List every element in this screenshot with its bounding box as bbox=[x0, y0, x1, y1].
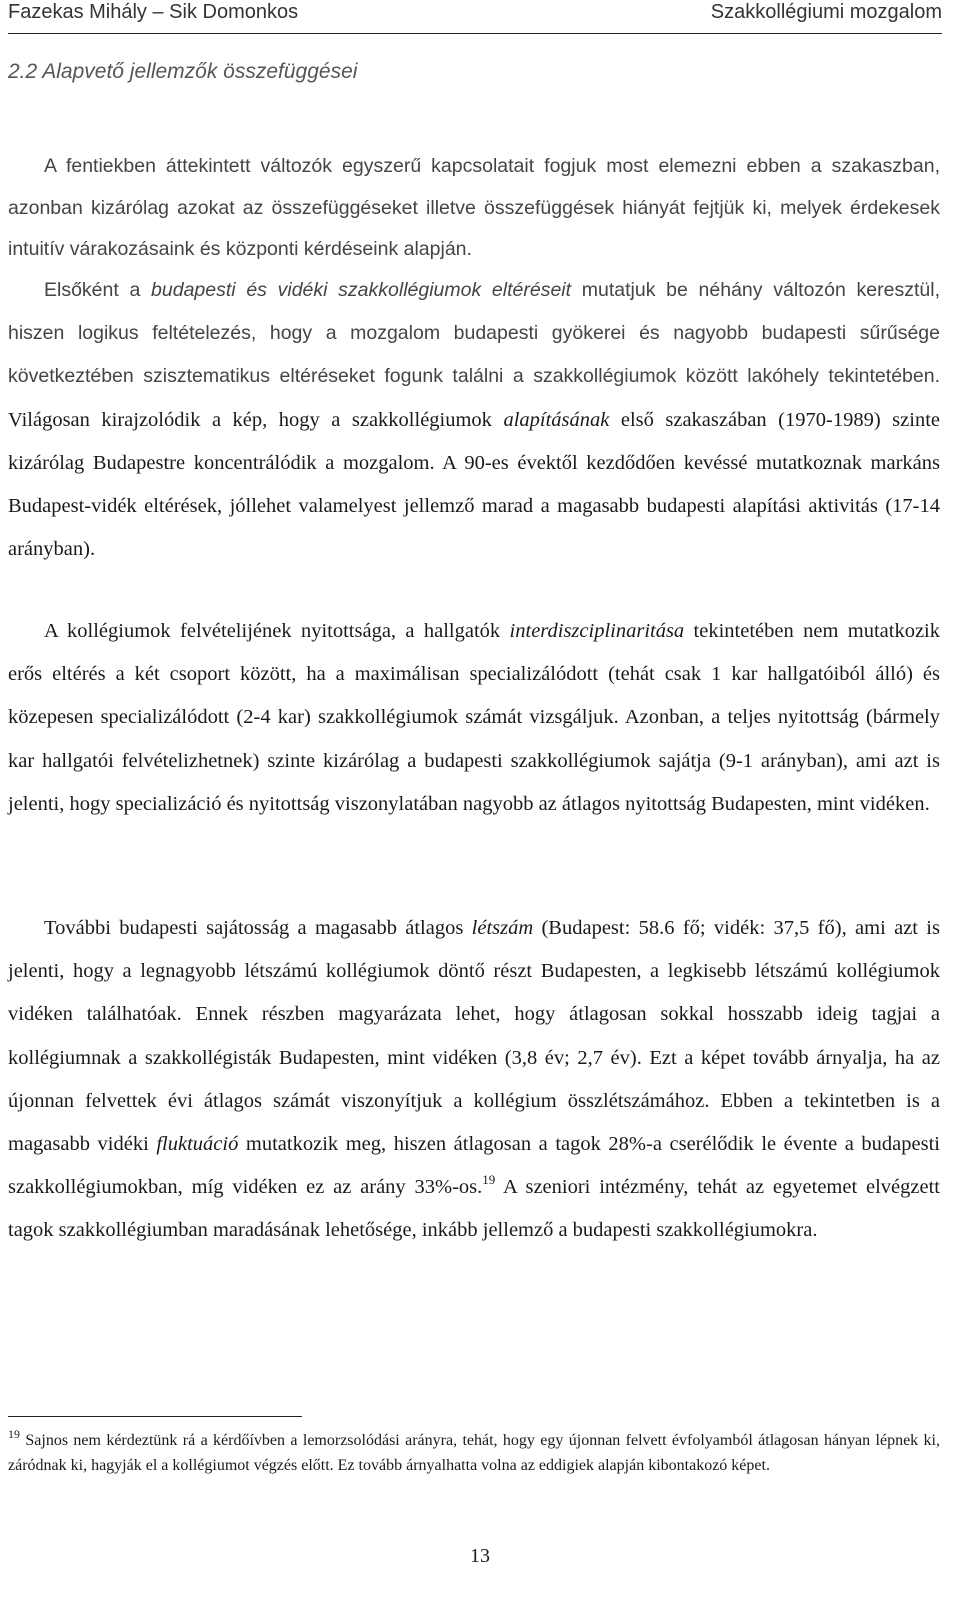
paragraph-text: (Budapest: 58.6 fő; vidék: 37,5 fő), ami azt is jelenti, hogy a legnagyobb létszámú kollégiumok döntő részt Budapesten, a legkisebb létszámú kollégiumok vidéken találhatóak. Ennek részben magyarázata lehet, hogy átlagosan sokkal hosszabb ideig tagjai a kollégiumnak a szakkollégisták Budapesten, mint vidéken (3,8 év; 2,7 év). Ezt a képet tovább árnyalja, ha az újonnan felvettek évi átlagos számát viszonyítjuk a kollégium összlétszámához. Ebben a tekintetben is a magasabb vidéki bbox=[8, 917, 940, 1156]
footnote-text: Sajnos nem kérdeztünk rá a kérdőívben a lemorzsolódási arányra, tehát, hogy egy újonnan felvett évfolyamból átlagosan hányan lépnek ki, záródnak ki, hagyják el a kollégiumot végzés előtt. Ez tovább árnyalhatta volna az eddigiek alapján kibontakozó képet. bbox=[8, 1432, 940, 1474]
header-title: Szakkollégiumi mozgalom bbox=[710, 1, 942, 23]
paragraph-intro: A fentiekben áttekintett változók egyszerű kapcsolatait fogjuk most elemezni ebben a szakaszban, azonban kizárólag azokat az összefüggéseket illetve összefüggések hiányát fejtjük ki, melyek érdekesek intuitív várakozásaink és központi kérdéseink alapján. bbox=[8, 155, 940, 260]
footnote-divider bbox=[8, 1416, 302, 1417]
section-title: 2.2 Alapvető jellemzők összefüggései bbox=[8, 60, 358, 83]
paragraph-text: első szakaszában (1970-1989) szinte kizárólag Budapestre koncentrálódik a mozgalom. A 90-es évektől kezdődően kevéssé mutatkoznak markáns Budapest-vidék eltérések, jóllehet valamelyest jellemző marad a magasabb budapesti alapítási aktivitás (17-14 arányban). bbox=[8, 408, 940, 561]
paragraph-emphasis: létszám bbox=[471, 917, 534, 939]
paragraph-text: További budapesti sajátosság a magasabb átlagos bbox=[44, 917, 472, 939]
paragraph-size bbox=[8, 907, 940, 1253]
paragraph-emphasis: budapesti és vidéki szakkollégiumok eltéréseit bbox=[151, 279, 572, 301]
page-header bbox=[8, 0, 942, 34]
paragraph-text: tekintetében nem mutatkozik erős eltérés a két csoport között, ha a maximálisan specializálódott (tehát csak 1 kar hallgatóiból álló) és közepesen specializálódott (2-4 kar) szakkollégiumok számát vizsgáljuk. Azonban, a teljes nyitottság (bármely kar hallgatói felvételizhetnek) szinte kizárólag a budapesti szakkollégiumok sajátja (9-1 arányban), ami azt is jelenti, hogy specializáció és nyitottság viszonylatában nagyobb az átlagos nyitottság Budapesten, mint vidéken. bbox=[8, 620, 940, 815]
paragraph-budapest-vs-rural bbox=[8, 269, 940, 571]
paragraph-emphasis: interdiszciplinaritása bbox=[509, 620, 685, 642]
paragraph-openness bbox=[8, 610, 940, 826]
paragraph-text: A szeniori intézmény, tehát az egyetemet elvégzett tagok szakkollégiumban maradásának lehetősége, inkább jellemző a budapesti szakkollégiumokra. bbox=[8, 1176, 940, 1242]
paragraph-emphasis: alapításának bbox=[503, 408, 610, 431]
paragraph-text: Világosan kirajzolódik a kép, hogy a szakkollégiumok bbox=[8, 408, 504, 431]
footnote-reference[interactable]: 19 bbox=[482, 1172, 496, 1188]
paragraph-emphasis: fluktuáció bbox=[156, 1133, 239, 1156]
paragraph-text: A kollégiumok felvételijének nyitottsága, a hallgatók bbox=[44, 620, 510, 642]
footnote-mark: 19 bbox=[8, 1427, 20, 1441]
header-authors: Fazekas Mihály – Sik Domonkos bbox=[8, 1, 299, 23]
paragraph-text: Elsőként a bbox=[44, 279, 152, 301]
paragraph-text: mutatkozik meg, hiszen átlagosan a tagok 28%-a cserélődik le évente a budapesti szakkollégiumokban, míg vidéken ez az arány 33%-os. bbox=[8, 1133, 940, 1199]
paragraph-text: mutatjuk be néhány változón keresztül, hiszen logikus feltételezés, hogy a mozgalom budapesti gyökerei és nagyobb budapesti sűrűsége következtében szisztematikus eltéréseket fogunk találni a szakkollégiumok között lakóhely tekintetében. bbox=[8, 279, 941, 388]
page-number: 13 bbox=[470, 1545, 490, 1567]
footnote bbox=[8, 1429, 940, 1478]
